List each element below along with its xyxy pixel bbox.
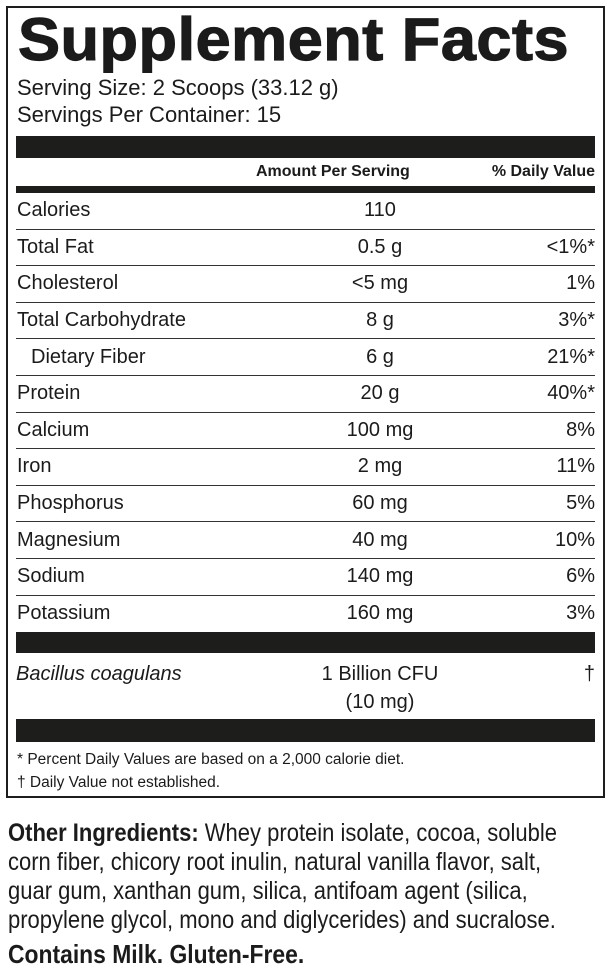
nutrient-name: Magnesium bbox=[17, 528, 121, 551]
serving-info bbox=[17, 74, 595, 128]
other-ingredients bbox=[8, 819, 557, 970]
servings-per-container: Servings Per Container: 15 bbox=[17, 102, 282, 127]
probiotic-amount bbox=[305, 660, 455, 716]
other-ingredients-line1 bbox=[8, 819, 557, 848]
nutrient-amount: 140 mg bbox=[346, 565, 414, 588]
section-bar-bottom bbox=[16, 719, 595, 742]
section-bar-top bbox=[16, 136, 595, 158]
table-row bbox=[16, 193, 595, 230]
nutrient-name: Total Fat bbox=[17, 235, 94, 258]
table-row bbox=[16, 376, 595, 413]
other-ingredients-line3: guar gum, xanthan gum, silica, antifoam agent (silica, bbox=[8, 877, 528, 906]
footnotes bbox=[16, 749, 595, 794]
supplement-facts-panel bbox=[6, 6, 605, 798]
nutrient-daily-value: 8% bbox=[566, 418, 595, 441]
table-row bbox=[16, 559, 595, 596]
facts-rows bbox=[16, 193, 595, 632]
nutrient-daily-value: 21%* bbox=[547, 345, 595, 368]
nutrient-name: Potassium bbox=[17, 602, 111, 625]
serving-size: Serving Size: 2 Scoops (33.12 g) bbox=[17, 75, 339, 100]
probiotic-dv: † bbox=[583, 663, 595, 686]
table-row bbox=[16, 596, 595, 633]
nutrient-amount: 20 g bbox=[360, 382, 400, 405]
amount-per-serving-header: Amount Per Serving bbox=[256, 163, 410, 180]
nutrient-amount: 110 bbox=[364, 199, 396, 222]
nutrient-name: Calcium bbox=[17, 418, 90, 441]
other-ingredients-line4: propylene glycol, mono and diglycerides) and sucralose. bbox=[8, 906, 556, 935]
nutrient-daily-value: 5% bbox=[566, 492, 595, 515]
nutrient-name: Cholesterol bbox=[17, 272, 119, 295]
nutrient-amount: 100 mg bbox=[346, 418, 414, 441]
nutrient-amount: 60 mg bbox=[352, 492, 408, 515]
nutrient-amount: 2 mg bbox=[357, 455, 403, 478]
table-row bbox=[16, 449, 595, 486]
other-ingredients-label: Other Ingredients: bbox=[8, 819, 199, 848]
probiotic-amount-line2: (10 mg) bbox=[345, 691, 415, 714]
nutrient-amount: 0.5 g bbox=[357, 235, 403, 258]
nutrient-daily-value: 40%* bbox=[547, 382, 595, 405]
table-row bbox=[16, 230, 595, 267]
probiotic-name: Bacillus coagulans bbox=[16, 663, 182, 686]
contains-statement: Contains Milk. Gluten-Free. bbox=[8, 939, 305, 970]
table-row bbox=[16, 413, 595, 450]
nutrient-amount: <5 mg bbox=[351, 272, 409, 295]
nutrient-daily-value: 1% bbox=[566, 272, 595, 295]
nutrient-daily-value: 10% bbox=[554, 528, 595, 551]
nutrient-name: Protein bbox=[17, 382, 81, 405]
nutrient-daily-value: 3%* bbox=[558, 309, 595, 332]
nutrient-amount: 8 g bbox=[366, 309, 394, 332]
other-ingredients-text1: Whey protein isolate, cocoa, soluble bbox=[198, 819, 557, 848]
table-row bbox=[16, 303, 595, 340]
table-row bbox=[16, 266, 595, 303]
daily-value-header: % Daily Value bbox=[491, 163, 595, 180]
probiotic-amount-line1: 1 Billion CFU bbox=[321, 663, 439, 686]
nutrient-daily-value: 6% bbox=[566, 565, 595, 588]
table-row bbox=[16, 486, 595, 523]
nutrient-name: Dietary Fiber bbox=[31, 345, 146, 368]
nutrient-daily-value: <1%* bbox=[546, 235, 595, 258]
nutrient-name: Iron bbox=[17, 455, 52, 478]
nutrient-daily-value: 3% bbox=[566, 602, 595, 625]
nutrient-amount: 6 g bbox=[366, 345, 394, 368]
other-ingredients-line2: corn fiber, chicory root inulin, natural vanilla flavor, salt, bbox=[8, 848, 542, 877]
footnote-dagger: † Daily Value not established. bbox=[17, 773, 221, 791]
table-header-row bbox=[16, 158, 595, 186]
nutrient-daily-value: 11% bbox=[556, 455, 595, 478]
footnote-daily-values: * Percent Daily Values are based on a 2,000 calorie diet. bbox=[17, 751, 405, 769]
nutrient-amount: 160 mg bbox=[346, 602, 414, 625]
nutrient-name: Total Carbohydrate bbox=[17, 309, 186, 332]
nutrient-amount: 40 mg bbox=[352, 528, 408, 551]
nutrient-name: Phosphorus bbox=[17, 492, 124, 515]
nutrient-name: Sodium bbox=[17, 565, 85, 588]
section-bar-header bbox=[16, 186, 595, 193]
table-row bbox=[16, 522, 595, 559]
table-row bbox=[16, 339, 595, 376]
nutrient-name: Calories bbox=[17, 199, 91, 222]
probiotic-row bbox=[16, 653, 595, 719]
section-bar-probiotic bbox=[16, 632, 595, 653]
panel-title: Supplement Facts bbox=[18, 6, 570, 73]
